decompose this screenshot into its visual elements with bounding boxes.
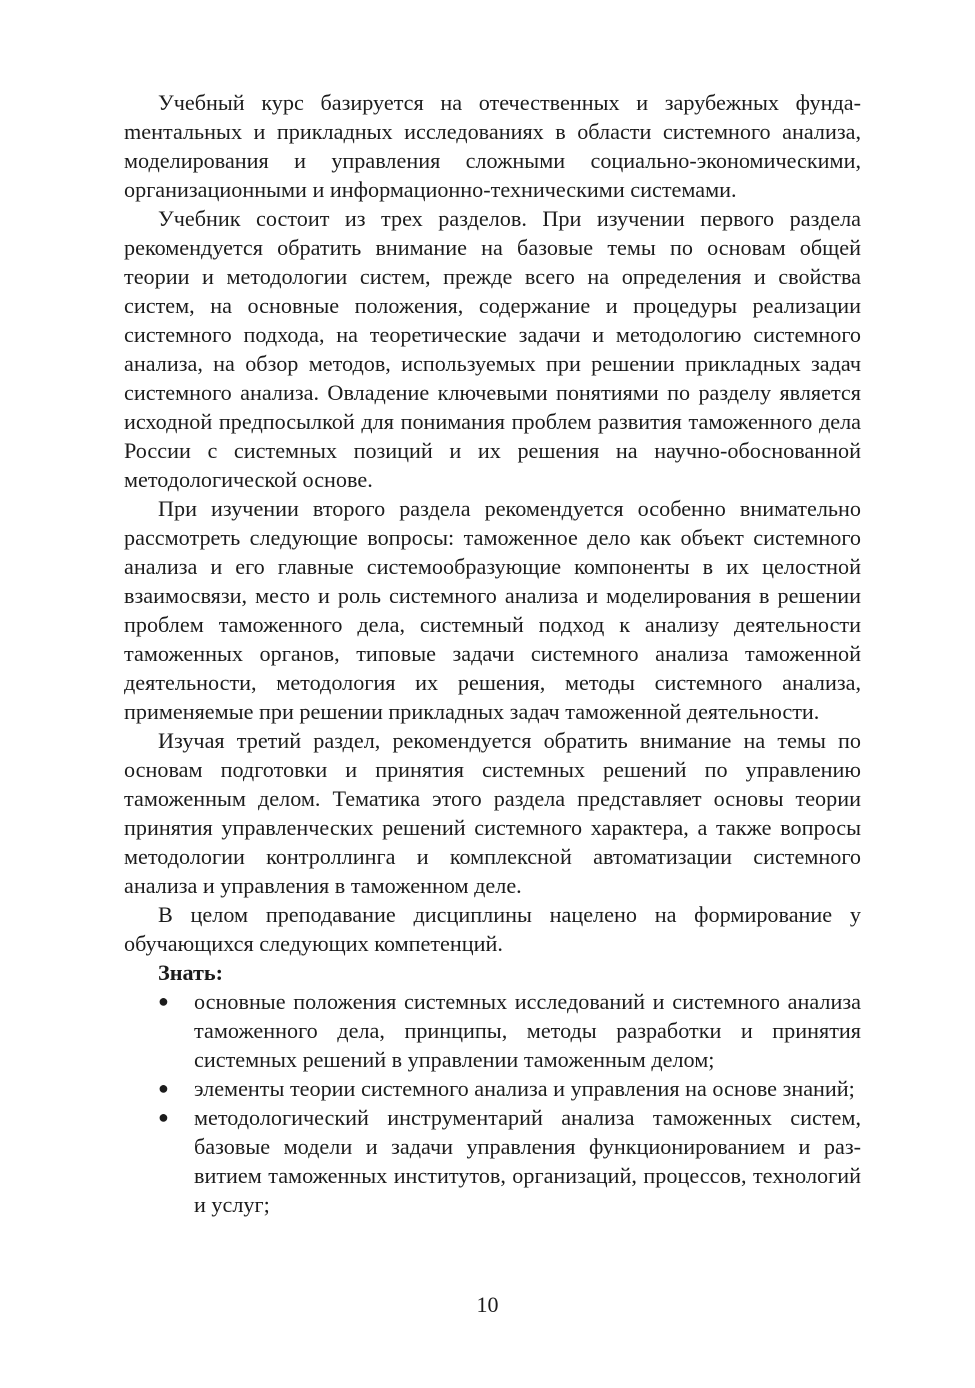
bullet-icon: ● — [158, 1107, 169, 1127]
paragraph-third-section: Изучая третий раздел, рекомендуется обратить внимание на темы по основам подготовки и принятия системных решений по управлению таможенным делом. Тематика этого раздела представляет основы теории принятия управленческих решений системного характера, а также вопросы методологии контроллинга и комплексной автоматизации системного анализа и управления в таможенном деле. — [124, 728, 861, 898]
list-item-text: методологический инструментарий анализа таможенных систем, базовые модели и задачи управления функционированием и развитием таможенных институтов, организаций, процессов, технологий и услуг; — [194, 1105, 861, 1217]
list-item-text: основные положения системных исследований и системного анализа таможенного дела, принципы, методы разработки и принятия системных решений в управлении таможенным делом; — [194, 989, 861, 1072]
bullet-icon: ● — [158, 991, 169, 1011]
list-item-text: элементы теории системного анализа и управления на основе знаний; — [194, 1076, 855, 1101]
paragraph-second-section: При изучении второго раздела рекомендуется особенно внимательно рассмотреть следующие вопросы: таможенное дело как объект системного анализа и его главные системообразующие компоненты в их целостной взаимосвязи, место и роль системного анализа и моделирования в решении проблем таможенного дела, системный подход к анализу деятельности таможенных органов, типовые задачи системного анализа таможенной деятельности, методология их решения, методы системного анализа, применяемые при решении прикладных задач таможенной деятельности. — [124, 496, 861, 724]
page-number: 10 — [476, 1292, 499, 1317]
know-heading: Знать: — [158, 960, 224, 985]
list-item — [124, 1074, 861, 1103]
list-item — [124, 987, 861, 1074]
bullet-icon: ● — [158, 1078, 169, 1098]
paragraph-course-basis: Учебный курс базируется на отечественных и зарубежных фундаmентальных и прикладных исследованиях в области системного анализа, моделирования и управления сложными социально-экономическими, организационными и информационно-техническими системами. — [124, 90, 861, 202]
paragraph-first-section: Учебник состоит из трех разделов. При изучении первого раздела рекомендуется обратить внимание на базовые темы по основам общей теории и методологии систем, прежде всего на определения и свойства систем, на основные положения, содержание и процедуры реализации системного подхода, на теоретические задачи и методологию системного анализа, на обзор методов, используемых при решении прикладных задач системного анализа. Овладение ключевыми понятиями по разделу является исходной предпосылкой для понимания проблем развития таможенного дела России с системных позиций и их решения на научно-обоснованной методологической основе. — [124, 206, 861, 492]
know-list — [124, 987, 861, 1219]
list-item — [124, 1103, 861, 1219]
paragraph-competencies: В целом преподавание дисциплины нацелено на формирование у обучающихся следующих компетенций. — [124, 902, 861, 956]
body-text — [124, 88, 861, 1219]
